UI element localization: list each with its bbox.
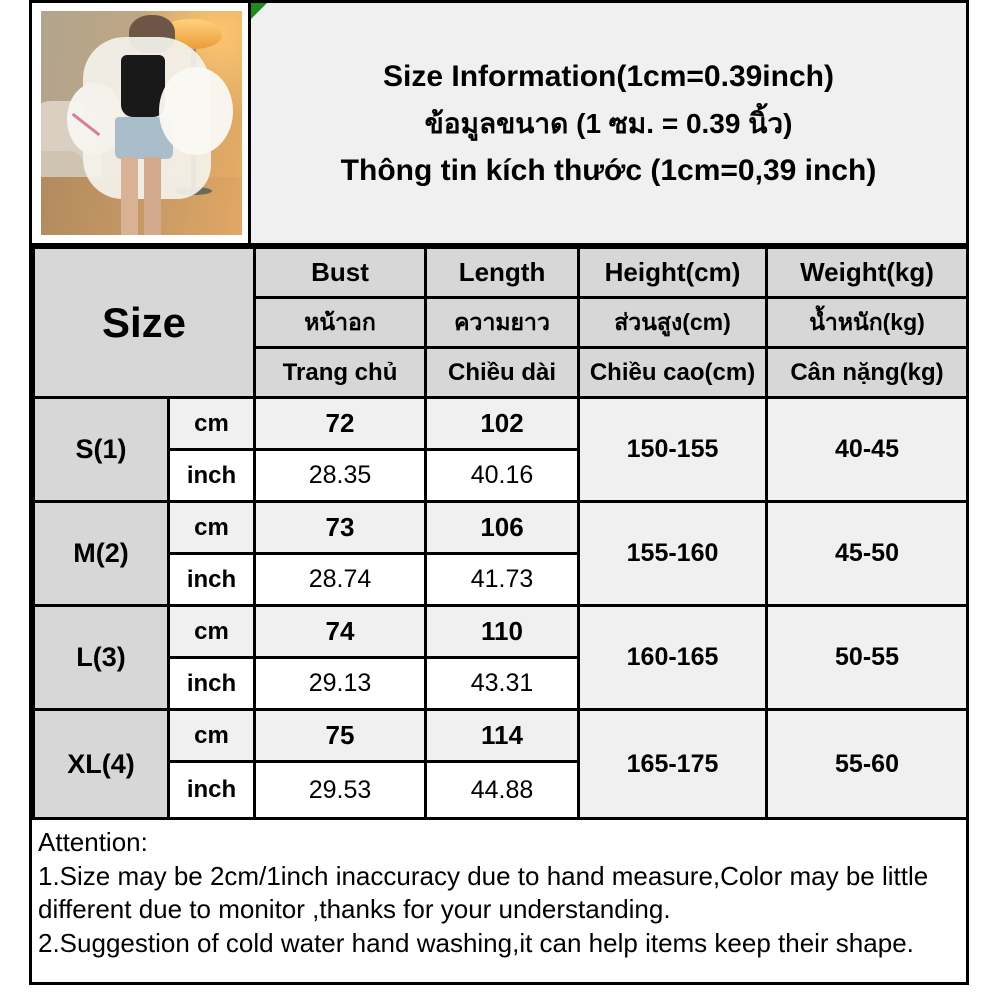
header-bust-en: Bust bbox=[255, 248, 426, 298]
length-inch-value: 44.88 bbox=[426, 762, 579, 819]
bust-inch-value: 29.13 bbox=[255, 658, 426, 710]
height-range-value: 150-155 bbox=[579, 398, 767, 502]
unit-label-inch: inch bbox=[169, 658, 255, 710]
height-range-value: 160-165 bbox=[579, 606, 767, 710]
model-leg-right bbox=[144, 157, 161, 235]
length-cm-value: 102 bbox=[426, 398, 579, 450]
product-photo-cell bbox=[32, 3, 251, 243]
bust-cm-value: 75 bbox=[255, 710, 426, 762]
unit-label-inch: inch bbox=[169, 450, 255, 502]
bust-cm-value: 72 bbox=[255, 398, 426, 450]
size-info-title-block bbox=[251, 3, 966, 243]
size-label-m: M(2) bbox=[34, 502, 169, 606]
attention-line-1: 1.Size may be 2cm/1inch inaccuracy due to hand measure,Color may be little bbox=[38, 860, 929, 891]
bust-cm-value: 73 bbox=[255, 502, 426, 554]
header-length-th: ความยาว bbox=[426, 298, 579, 348]
green-corner-marker-icon bbox=[251, 3, 267, 19]
header-section bbox=[32, 3, 966, 246]
size-label-xl: XL(4) bbox=[34, 710, 169, 819]
length-inch-value: 40.16 bbox=[426, 450, 579, 502]
attention-line-2: 2.Suggestion of cold water hand washing,it can help items keep their shape. bbox=[38, 927, 914, 958]
height-range-value: 165-175 bbox=[579, 710, 767, 819]
product-photo bbox=[41, 11, 242, 235]
header-weight-th: น้ำหนัก(kg) bbox=[767, 298, 968, 348]
title-line-english: Size Information(1cm=0.39inch) bbox=[383, 59, 834, 93]
attention-line-1-cont: different due to monitor ,thanks for your understanding. bbox=[38, 894, 671, 924]
length-cm-value: 106 bbox=[426, 502, 579, 554]
bust-inch-value: 28.35 bbox=[255, 450, 426, 502]
header-length-vi: Chiều dài bbox=[426, 348, 579, 398]
unit-label-cm: cm bbox=[169, 502, 255, 554]
weight-range-value: 40-45 bbox=[767, 398, 968, 502]
unit-label-inch: inch bbox=[169, 762, 255, 819]
length-inch-value: 41.73 bbox=[426, 554, 579, 606]
title-line-thai: ข้อมูลขนาด (1 ซม. = 0.39 นิ้ว) bbox=[424, 107, 793, 139]
model-leg-left bbox=[121, 157, 138, 235]
header-length-en: Length bbox=[426, 248, 579, 298]
unit-label-cm: cm bbox=[169, 398, 255, 450]
size-label-s: S(1) bbox=[34, 398, 169, 502]
header-weight-en: Weight(kg) bbox=[767, 248, 968, 298]
bust-inch-value: 29.53 bbox=[255, 762, 426, 819]
shirt-right-sleeve bbox=[159, 67, 233, 155]
height-range-value: 155-160 bbox=[579, 502, 767, 606]
unit-label-cm: cm bbox=[169, 710, 255, 762]
attention-heading: Attention: bbox=[38, 827, 148, 857]
header-height-th: ส่วนสูง(cm) bbox=[579, 298, 767, 348]
size-label-l: L(3) bbox=[34, 606, 169, 710]
bust-cm-value: 74 bbox=[255, 606, 426, 658]
header-height-en: Height(cm) bbox=[579, 248, 767, 298]
length-inch-value: 43.31 bbox=[426, 658, 579, 710]
header-height-vi: Chiều cao(cm) bbox=[579, 348, 767, 398]
weight-range-value: 45-50 bbox=[767, 502, 968, 606]
size-corner-header: Size bbox=[34, 248, 255, 398]
header-bust-th: หน้าอก bbox=[255, 298, 426, 348]
length-cm-value: 110 bbox=[426, 606, 579, 658]
title-line-vietnamese: Thông tin kích thước (1cm=0,39 inch) bbox=[340, 153, 877, 187]
bust-inch-value: 28.74 bbox=[255, 554, 426, 606]
weight-range-value: 50-55 bbox=[767, 606, 968, 710]
header-bust-vi: Trang chủ bbox=[255, 348, 426, 398]
attention-note bbox=[32, 820, 966, 982]
size-table bbox=[32, 246, 969, 820]
header-weight-vi: Cân nặng(kg) bbox=[767, 348, 968, 398]
size-chart-sheet bbox=[29, 0, 969, 985]
unit-label-inch: inch bbox=[169, 554, 255, 606]
unit-label-cm: cm bbox=[169, 606, 255, 658]
weight-range-value: 55-60 bbox=[767, 710, 968, 819]
length-cm-value: 114 bbox=[426, 710, 579, 762]
